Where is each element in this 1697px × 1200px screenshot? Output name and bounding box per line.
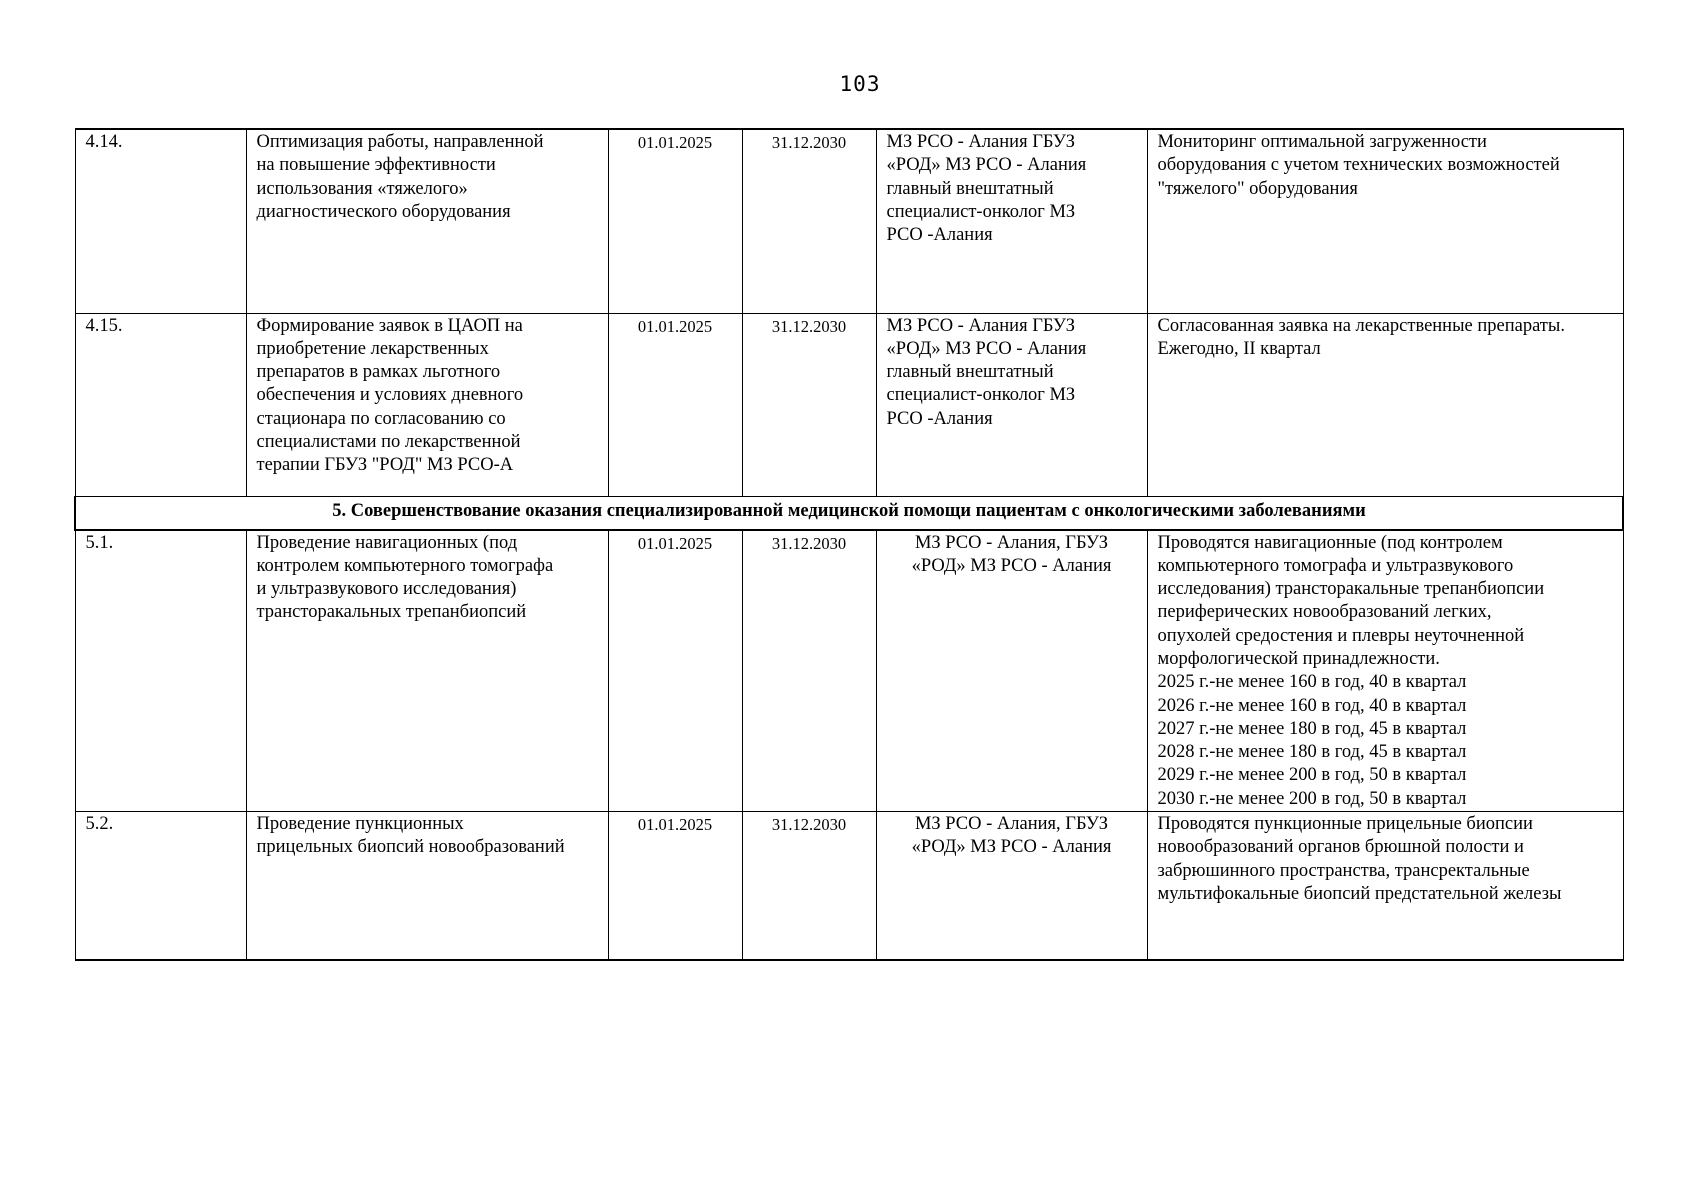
page-number: 103 [839, 72, 881, 96]
start-date: 01.01.2025 [608, 812, 742, 960]
section-title: 5. Совершенствование оказания специализированной медицинской помощи пациентам с онкологическими заболеваниями [75, 496, 1623, 530]
expected-result: Мониторинг оптимальной загруженности оборудования с учетом технических возможностей "тяжелого" оборудования [1147, 129, 1623, 313]
item-name: Оптимизация работы, направленной на повышение эффективности использования «тяжелого» диагностического оборудования [246, 129, 608, 313]
expected-result: Согласованная заявка на лекарственные препараты. Ежегодно, II квартал [1147, 313, 1623, 496]
end-date: 31.12.2030 [742, 129, 876, 313]
item-number: 5.1. [75, 530, 246, 812]
section-header-row [75, 496, 1623, 530]
item-number: 4.14. [75, 129, 246, 313]
table-row [75, 313, 1623, 496]
start-date: 01.01.2025 [608, 530, 742, 812]
end-date: 31.12.2030 [742, 530, 876, 812]
responsible: МЗ РСО - Алания ГБУЗ «РОД» МЗ РСО - Алания главный внештатный специалист-онколог МЗ РСО -Алания [876, 129, 1147, 313]
table-row [75, 129, 1623, 313]
expected-result: Проводятся навигационные (под контролем компьютерного томографа и ультразвукового исследования) трансторакальные трепанбиопсии периферических новообразований легких, опухолей средостения и плевры неуточненной морфологической принадлежности. 2025 г.-не менее 160 в год, 40 в квартал 2026 г.-не менее 160 в год, 40 в квартал 2027 г.-не менее 180 в год, 45 в квартал 2028 г.-не менее 180 в год, 45 в квартал 2029 г.-не менее 200 в год, 50 в квартал 2030 г.-не менее 200 в год, 50 в квартал [1147, 530, 1623, 812]
table-row [75, 812, 1623, 960]
item-number: 5.2. [75, 812, 246, 960]
item-number: 4.15. [75, 313, 246, 496]
item-name: Формирование заявок в ЦАОП на приобретение лекарственных препаратов в рамках льготного обеспечения и условиях дневного стационара по согласованию со специалистами по лекарственной терапии ГБУЗ "РОД" МЗ РСО-А [246, 313, 608, 496]
end-date: 31.12.2030 [742, 313, 876, 496]
end-date: 31.12.2030 [742, 812, 876, 960]
responsible: МЗ РСО - Алания, ГБУЗ «РОД» МЗ РСО - Алания [876, 530, 1147, 812]
start-date: 01.01.2025 [608, 313, 742, 496]
item-name: Проведение пункционных прицельных биопсий новообразований [246, 812, 608, 960]
expected-result: Проводятся пункционные прицельные биопсии новообразований органов брюшной полости и забрюшинного пространства, трансректальные мультифокальные биопсий предстательной железы [1147, 812, 1623, 960]
responsible: МЗ РСО - Алания ГБУЗ «РОД» МЗ РСО - Алания главный внештатный специалист-онколог МЗ РСО -Алания [876, 313, 1147, 496]
responsible: МЗ РСО - Алания, ГБУЗ «РОД» МЗ РСО - Алания [876, 812, 1147, 960]
item-name: Проведение навигационных (под контролем компьютерного томографа и ультразвукового исследования) трансторакальных трепанбиопсий [246, 530, 608, 812]
start-date: 01.01.2025 [608, 129, 742, 313]
table-row [75, 530, 1623, 812]
action-plan-table [74, 128, 1624, 961]
